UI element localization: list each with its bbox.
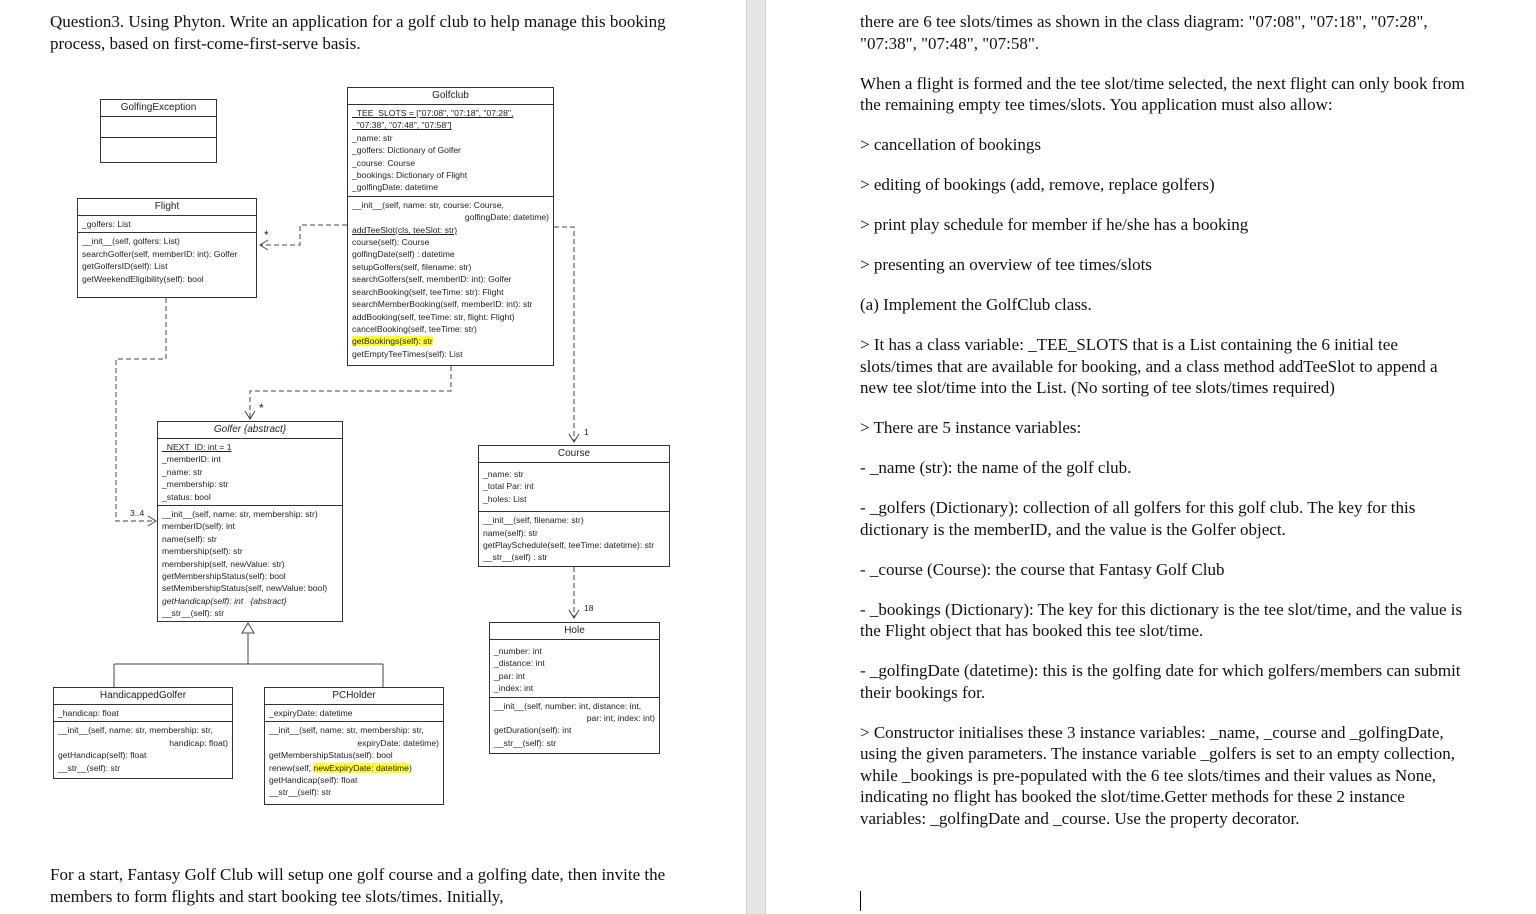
class-name: Golfer {abstract} [158,422,342,439]
class-pcholder: PCHolder _expiryDate: datetime __init__(self, name: str, membership: str, expiryDate: datetime) getMembershipStatus(self): bool renew(self, newExpiryDate: datetime) getHandicap(self): float __str__(self): str [264,687,444,805]
paragraph: there are 6 tee slots/times as shown in the class diagram: "07:08", "07:18", "07:28", "07:38", "07:48", "07:58". [860,12,1428,53]
right-page-text [860,11,1470,848]
mult-golfer-range: 3..4 [130,508,145,518]
highlighted-param: newExpiryDate: datetime [313,762,409,773]
list-item: > cancellation of bookings [860,135,1041,154]
mult-course: 1 [584,427,589,437]
assoc-golfclub-flight [260,225,347,245]
assoc-golfclub-course [554,227,574,442]
page-gutter [746,0,766,914]
highlighted-method: getBookings(self): str [352,336,433,347]
class-name: PCHolder [265,688,443,705]
paragraph: When a flight is formed and the tee slot/time selected, the next flight can only book from the remaining empty tee times/slots. You application must also allow: [860,73,1465,114]
class-golfing-exception [100,99,217,163]
class-name: Golfclub [348,88,553,105]
list-item: > print play schedule for member if he/she has a booking [860,215,1249,234]
list-item: - _name (str): the name of the golf club. [860,458,1132,477]
mult-flight: * [264,228,269,242]
mult-hole: 18 [584,603,594,613]
class-name: Course [479,446,669,463]
list-item: > editing of bookings (add, remove, replace golfers) [860,175,1215,194]
class-golfclub: Golfclub _TEE_SLOTS = ["07:08", "07:18", "07:28", "07:38", "07:48", "07:58"] _name: str _golfers: Dictionary of Golfer _course: Course _bookings: Dictionary of Flight _golfingDate: datetime __init__(self, name: str, course: Course, golfingDate: datetime) addTeeSlot(cls, teeSlot: str) course(self): Course golfingDate(self) : datetime setupGolfers(self, filename: str) searchGolfers(self, memberID: int): Golfer searchBooking(self, teeTime: str): Flight searchMemberBooking(self, memberID: int): str addBooking(self, teeTime: str, flight: Flight) cancelBooking(self, teeTime: str) getBookings(self): str getEmptyTeeTimes(self): List [347,87,554,366]
question-title: Question3. Using Phyton. Write an application for a golf club to help manage this booking process, based on first-come-first-serve basis. [50,12,666,53]
inheritance-triangle [242,623,254,633]
uml-class-diagram [50,84,680,814]
bottom-paragraph: For a start, Fantasy Golf Club will setup one golf course and a golfing date, then invite the members to form flights and start booking tee slots/times. Initially, [50,865,666,906]
class-name: HandicappedGolfer [54,688,232,705]
section-heading: (a) Implement the GolfClub class. [860,295,1092,314]
class-course: Course _name: str _total Par: int _holes: List __init__(self, filename: str) name(self): str getPlaySchedule(self, teeTime: datetime): str __str__(self) : str [478,445,670,567]
right-page[interactable] [766,0,1536,914]
left-page [0,0,746,914]
list-item: - _bookings (Dictionary): The key for this dictionary is the tee slot/time, and the value is the Flight object that has booked this tee slot/time. [860,599,1463,640]
class-golfer: Golfer {abstract} _NEXT_ID: int = 1 _memberID: int _name: str _membership: str _status: bool __init__(self, name: str, membership: str) memberID(self): int name(self): str membership(self): str membership(self, newValue: str) getMembershipStatus(self): bool setMembershipStatus(self, newValue: bool) getHandicap(self): int {abstract} __str__(self): str [157,421,343,622]
text-cursor[interactable] [860,891,861,911]
class-name: GolfingException [101,100,216,117]
class-handicapped-golfer: HandicappedGolfer _handicap: float __init__(self, name: str, membership: str, handicap: float) getHandicap(self): float __str__(self): str [53,687,233,779]
paragraph: > There are 5 instance variables: [860,418,1082,437]
list-item: > presenting an overview of tee times/slots [860,255,1152,274]
class-hole: Hole _number: int _distance: int _par: int _index: int __init__(self, number: int, distance: int, par: int, index: int) getDuration(self): int __str__(self): str [489,622,660,754]
paragraph: > Constructor initialises these 3 instance variables: _name, _course and _golfingDate, using the given parameters. The instance variable _golfers is set to an empty collection, while _bookings is pre-populated with the 6 tee slots/times and their values as None, indicating no flight has booked the slot/time.Getter methods for these 2 instance variables: _golfingDate and _course. Use the property decorator. [860,722,1455,828]
class-name: Hole [490,623,659,640]
class-name: Flight [78,199,256,216]
list-item: - _golfers (Dictionary): collection of all golfers for this golf club. The key for this dictionary is the memberID, and the value is the Golfer object. [860,498,1416,539]
paragraph: > It has a class variable: _TEE_SLOTS that is a List containing the 6 initial tee slots/times that are available for booking, and a class method addTeeSlot to append a new tee slot/time into the List. (No sorting of tee slots/times required) [860,335,1438,397]
assoc-golfclub-golfer [250,366,451,418]
list-item: - _course (Course): the course that Fantasy Golf Club [860,559,1225,579]
class-flight: Flight _golfers: List __init__(self, golfers: List) searchGolfer(self, memberID: int): Golfer getGolfersID(self): List getWeekendEligibility(self): bool [77,198,257,298]
list-item: - _golfingDate (datetime): this is the golfing date for which golfers/members can submit their bookings for. [860,661,1461,702]
mult-golfer: * [259,401,264,415]
